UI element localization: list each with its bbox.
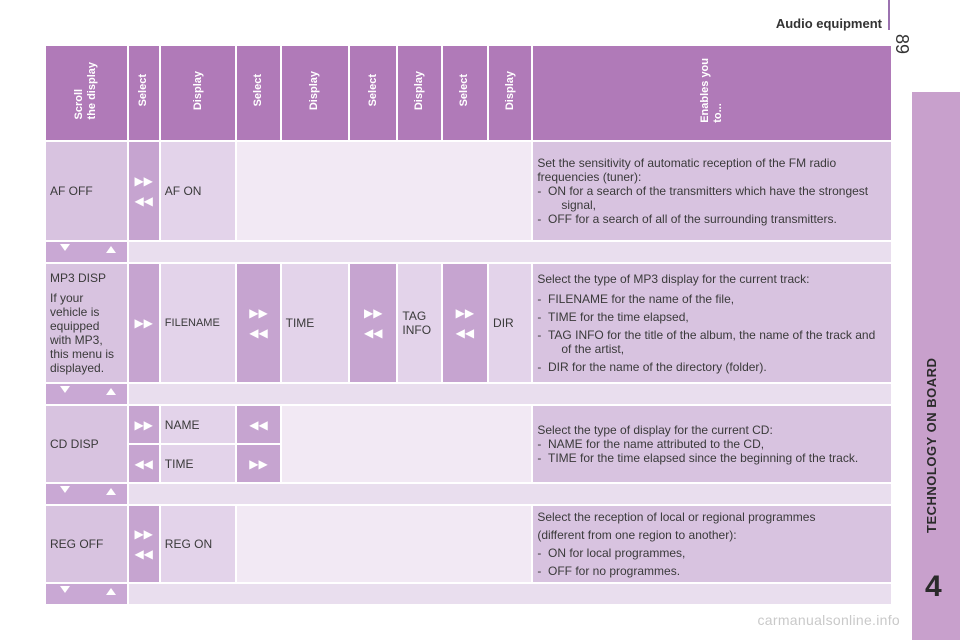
select-arrows [129,506,159,582]
scroll-separator [46,242,891,262]
table-row-af [46,142,891,240]
description-line: Select the type of display for the current CD: [537,423,773,437]
header-enables: Enables you to... [533,46,891,140]
empty-cell [237,142,531,240]
select-arrows [237,445,279,482]
scroll-up-down-icon [46,384,127,404]
select-arrows [129,264,159,382]
display-cell: AF ON [161,142,236,240]
scroll-cell: AF OFF [46,142,127,240]
double-back-arrow-icon: ◀◀ [249,326,268,340]
description-line: - OFF for no programmes. [537,564,681,578]
page-number: 89 [892,34,912,55]
double-back-arrow-icon: ◀◀ [455,326,475,340]
header-select: Select [350,46,396,140]
description-line: - TIME for the time elapsed since the beginning of the track. [537,451,859,465]
table-row-cd [46,406,891,443]
double-forward-arrow-icon: ▶▶ [134,417,153,432]
scroll-separator [46,584,891,604]
scroll-separator [46,384,891,404]
description-line: - NAME for the name attributed to the CD, [537,437,765,451]
description-line: - DIR for the name of the directory (folder). [537,360,767,374]
chapter-side-tab [912,92,960,640]
double-back-arrow-icon: ◀◀ [364,326,383,340]
double-back-arrow-icon: ◀◀ [134,456,153,471]
header-select: Select [443,46,487,140]
scroll-cell [46,264,127,382]
header-display: Display [161,46,236,140]
description-line: (different from one region to another): [537,528,737,542]
select-arrows [129,445,159,482]
display-cell: FILENAME [161,264,236,382]
description-line: - FILENAME for the name of the file, [537,292,735,306]
double-back-arrow-icon: ◀◀ [134,547,153,561]
select-arrows [129,406,159,443]
description-line: Select the type of MP3 display for the current track: [537,272,810,286]
double-forward-arrow-icon: ▶▶ [249,456,268,471]
description-line: - ON for local programmes, [537,546,686,560]
header-display: Display [398,46,440,140]
watermark: carmanualsonline.info [757,612,900,628]
scroll-label: MP3 DISP [50,271,107,285]
display-cell: REG ON [161,506,236,582]
double-back-arrow-icon: ◀◀ [249,417,268,432]
description-cell [533,506,891,582]
header-select: Select [237,46,279,140]
select-arrows [237,264,279,382]
chapter-label: TECHNOLOGY ON BOARD [924,357,939,533]
description-cell [533,142,891,240]
description-line: - TIME for the time elapsed, [537,310,689,324]
double-forward-arrow-icon: ▶▶ [364,306,383,320]
double-forward-arrow-icon: ▶▶ [134,527,153,541]
double-forward-arrow-icon: ▶▶ [134,174,153,188]
scroll-up-down-icon [46,242,127,262]
display-cell: TAG INFO [398,264,440,382]
description-line: - OFF for a search of all of the surrounding transmitters. [537,212,837,226]
scroll-up-down-icon [46,584,127,604]
double-forward-arrow-icon: ▶▶ [455,306,475,320]
table-row-reg [46,506,891,582]
description-line: - TAG INFO for the title of the album, the name of the track and of the artist, [537,328,876,356]
description-cell [533,406,891,482]
description-line: Set the sensitivity of automatic reception of the FM radio frequencies (tuner): [537,156,837,184]
header-display: Display [282,46,348,140]
header-scroll: Scroll the display [46,46,127,140]
select-arrows [443,264,487,382]
select-arrows [237,406,279,443]
empty-cell [237,506,531,582]
empty-cell [282,406,532,482]
header-select: Select [129,46,159,140]
double-forward-arrow-icon: ▶▶ [134,316,153,330]
audio-menu-table [44,44,893,606]
table-row-mp3 [46,264,891,382]
header-display: Display [489,46,531,140]
display-cell: TIME [282,264,348,382]
header-rule [888,0,890,30]
display-cell: DIR [489,264,531,382]
scroll-separator [46,484,891,504]
display-cell: NAME [161,406,236,443]
table-header-row [46,46,891,140]
scroll-note: If your vehicle is equipped with MP3, this menu is displayed. [50,291,115,375]
scroll-up-down-icon [46,484,127,504]
scroll-cell: CD DISP [46,406,127,482]
double-forward-arrow-icon: ▶▶ [249,306,268,320]
scroll-cell: REG OFF [46,506,127,582]
description-cell [533,264,891,382]
description-line: Select the reception of local or regional programmes [537,510,816,524]
double-back-arrow-icon: ◀◀ [134,194,153,208]
select-arrows [350,264,396,382]
description-line: - ON for a search of the transmitters which have the strongest signal, [537,184,869,212]
display-cell: TIME [161,445,236,482]
select-arrows [129,142,159,240]
chapter-number: 4 [925,570,942,603]
page-header-title: Audio equipment [775,16,882,31]
